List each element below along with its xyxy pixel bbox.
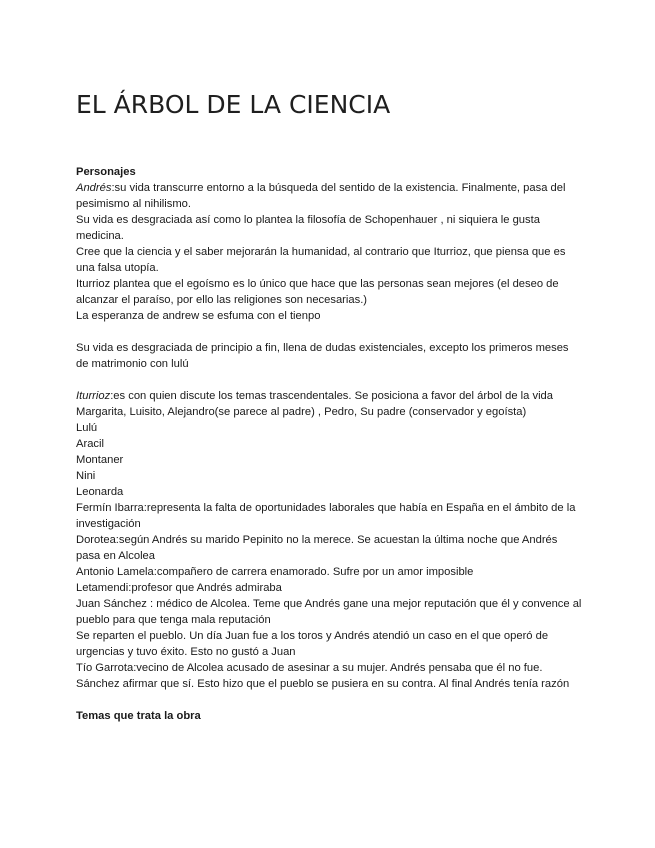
- character-line: Montaner: [76, 454, 124, 466]
- andres-line: Cree que la ciencia y el saber mejorarán la humanidad, al contrario que Iturrioz, que piensa que es una falsa utopía.: [76, 246, 566, 274]
- character-line: Lulú: [76, 422, 98, 434]
- paragraph-spacer: [76, 692, 584, 708]
- character-line: Antonio Lamela:compañero de carrera enamorado. Sufre por un amor imposible: [76, 566, 474, 578]
- themes-heading: Temas que trata la obra: [76, 710, 201, 722]
- andres-intro: :su vida transcurre entorno a la búsqueda del sentido de la existencia. Finalmente, pasa del pesimismo al nihilismo.: [76, 182, 566, 210]
- andres-line: La esperanza de andrew se esfuma con el tienpo: [76, 310, 321, 322]
- character-line: Fermín Ibarra:representa la falta de oportunidades laborales que había en España en el ámbito de la investigación: [76, 502, 576, 530]
- iturrioz-name: Iturrioz: [76, 390, 111, 402]
- andres-paragraph: [76, 180, 584, 212]
- character-line: Dorotea:según Andrés su marido Pepinito no la merece. Se acuestan la última noche que Andrés pasa en Alcolea: [76, 534, 558, 562]
- iturrioz-intro: :es con quien discute los temas trascendentales. Se posiciona a favor del árbol de la vida: [110, 390, 553, 402]
- character-line: Nini: [76, 470, 96, 482]
- character-line: Tío Garrota:vecino de Alcolea acusado de asesinar a su mujer. Andrés pensaba que él no fue. Sánchez afirmar que sí. Esto hizo que el pueblo se pusiera en su contra. Al final Andrés tenía razón: [76, 662, 570, 690]
- andres-name: Andrés: [76, 182, 112, 194]
- document-body: [76, 164, 584, 724]
- life-paragraph: Su vida es desgraciada de principio a fin, llena de dudas existenciales, excepto los primeros meses de matrimonio con lulú: [76, 342, 569, 370]
- character-line: Se reparten el pueblo. Un día Juan fue a los toros y Andrés atendió un caso en el que operó de urgencias y tuvo éxito. Esto no gustó a Juan: [76, 630, 549, 658]
- character-line: Aracil: [76, 438, 104, 450]
- character-line: Letamendi:profesor que Andrés admiraba: [76, 582, 282, 594]
- iturrioz-paragraph: [76, 388, 584, 404]
- paragraph-spacer: [76, 324, 584, 340]
- character-line: Leonarda: [76, 486, 124, 498]
- characters-heading: Personajes: [76, 166, 136, 178]
- character-line: Juan Sánchez : médico de Alcolea. Teme que Andrés gane una mejor reputación que él y convence al pueblo para que tenga mala reputación: [76, 598, 582, 626]
- character-line: Margarita, Luisito, Alejandro(se parece al padre) , Pedro, Su padre (conservador y egoísta): [76, 406, 527, 418]
- document-title: EL ÁRBOL DE LA CIENCIA: [76, 90, 391, 119]
- andres-line: Iturrioz plantea que el egoísmo es lo único que hace que las personas sean mejores (el deseo de alcanzar el paraíso, por ello las religiones son necesarias.): [76, 278, 559, 306]
- andres-line: Su vida es desgraciada así como lo plantea la filosofía de Schopenhauer , ni siquiera le gusta medicina.: [76, 214, 540, 242]
- paragraph-spacer: [76, 372, 584, 388]
